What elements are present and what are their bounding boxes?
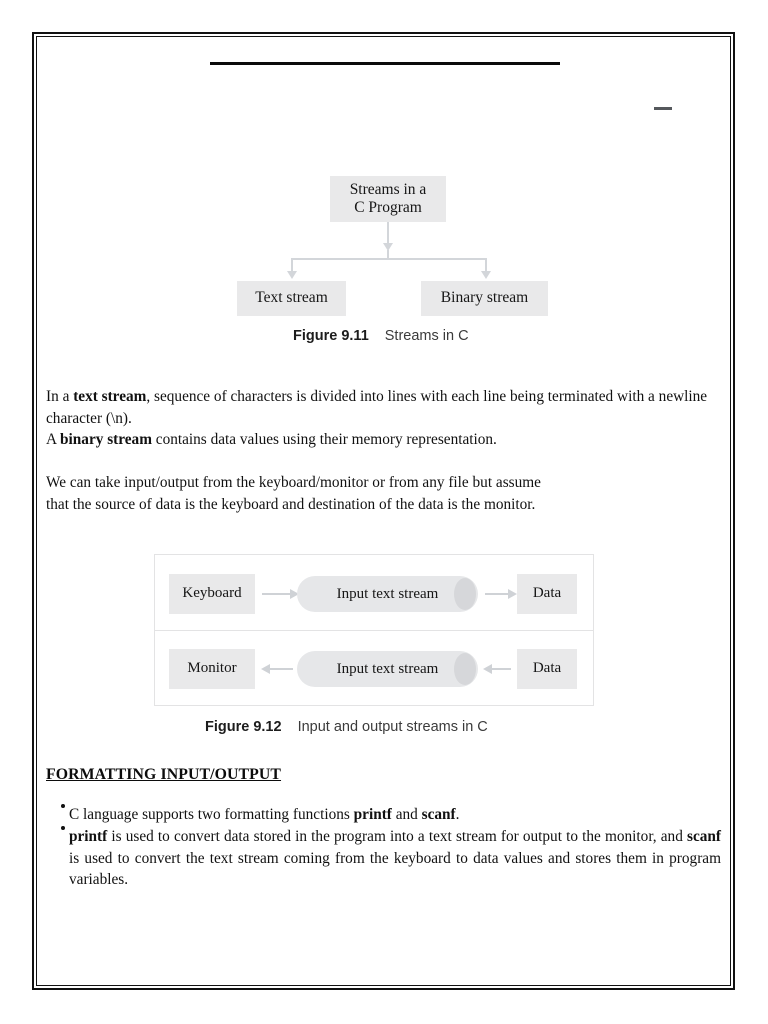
pipe-label-row2: Input text stream [336, 661, 439, 677]
section-heading-formatting-io: FORMATTING INPUT/OUTPUT [46, 766, 282, 783]
bullet-1-bold-printf: printf [353, 806, 392, 823]
bullet-1-bold-scanf: scanf [421, 806, 456, 823]
figure-9-11-number: Figure 9.11 [293, 328, 369, 344]
node-streams-line1: Streams in a [349, 180, 427, 198]
figure-9-12-title: Input and output streams in C [297, 719, 488, 735]
node-data-row1: Data [517, 574, 577, 614]
p1-bold-binary-stream: binary stream [60, 431, 152, 448]
bullet-list-item-1 [61, 804, 721, 826]
pipe-input-text-stream-row1 [297, 576, 478, 612]
pipe-label-row1: Input text stream [336, 586, 439, 602]
figure-9-12-row-divider [155, 630, 593, 631]
node-keyboard: Keyboard [169, 574, 255, 614]
figure-9-12-number: Figure 9.12 [205, 719, 282, 735]
pipe-input-text-stream-row2 [297, 651, 478, 687]
bullet-2-seg-2: is used to convert the text stream coming from the keyboard to data values and stores them in program variables. [69, 849, 721, 888]
p1-segment-1: In a [46, 388, 74, 405]
bullet-2-seg-1: is used to convert data stored in the program into a text stream for output to the monitor, and [107, 828, 687, 845]
bullet-list-item-2 [61, 826, 721, 891]
p1-segment-3: A [46, 431, 61, 448]
node-binary-stream: Binary stream [421, 281, 548, 316]
bullet-1-mid: and [391, 806, 422, 823]
figure-9-11-title: Streams in C [384, 328, 469, 344]
bullet-1-pre: C language supports two formatting functions [69, 806, 354, 823]
node-text-stream: Text stream [237, 281, 346, 316]
pipe-cap-row2 [454, 653, 476, 685]
node-data-row2: Data [517, 649, 577, 689]
p2-line-1: We can take input/output from the keyboard/monitor or from any file but assume [46, 474, 541, 491]
p1-segment-4: contains data values using their memory representation. [151, 431, 497, 448]
node-streams-line2: C Program [354, 199, 422, 216]
arrow-keyboard-to-pipe-line [262, 593, 292, 595]
p1-segment-2: , sequence of characters is divided into lines with each line being terminated with a newline character (\n). [46, 388, 708, 427]
bullet-2-body [69, 826, 721, 891]
pipe-cap-row1 [454, 578, 476, 610]
arrowhead-data-to-pipe [483, 664, 492, 674]
bullet-dot-icon-2 [61, 826, 65, 830]
bullet-dot-icon [61, 804, 65, 808]
p2-line-2: that the source of data is the keyboard and destination of the data is the monitor. [46, 495, 536, 513]
bullet-2-bold-printf: printf [69, 828, 108, 845]
bullet-1-post: . [455, 806, 460, 823]
node-monitor: Monitor [169, 649, 255, 689]
bullet-1-body [69, 804, 721, 826]
p1-bold-text-stream: text stream [73, 388, 147, 405]
arrowhead-pipe-to-data [508, 589, 517, 599]
arrowhead-pipe-to-monitor [261, 664, 270, 674]
bullet-2-bold-scanf: scanf [687, 828, 721, 845]
figure-9-12-caption [205, 719, 488, 735]
